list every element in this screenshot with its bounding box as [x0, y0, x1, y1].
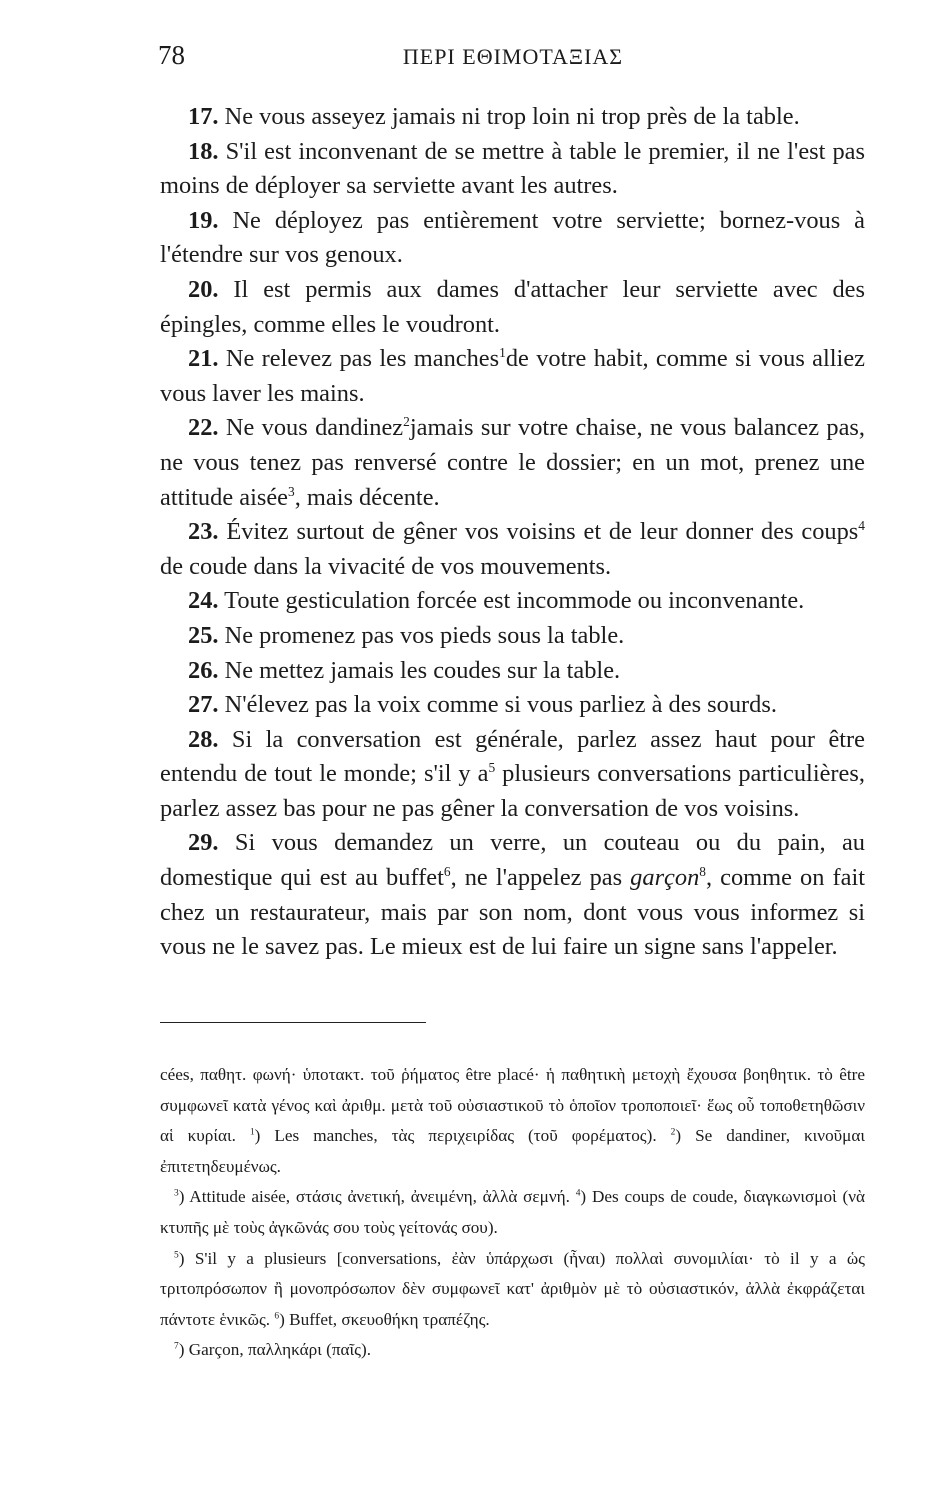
running-title: ΠΕΡΙ ΕΘΙΜΟΤΑΞΙΑΣ: [402, 44, 624, 69]
rule-text: Ne mettez jamais les coudes sur la table.: [224, 656, 621, 684]
rule-emphasis: garçon: [630, 864, 700, 892]
footnote-ref: 1: [499, 345, 506, 361]
rule-text: de votre habit, comme si vous alliez vous laver les mains.: [160, 345, 865, 407]
rule-text: plusieurs conversations particulières, parlez assez bas pour ne pas gêner la conversation de vos voisins.: [160, 760, 865, 822]
rule-17: [160, 100, 865, 135]
footnote-text: cées, παθητ. φωνή· ὑποτακτ. τοῦ ῥήματος être placé· ἡ παθητικὴ μετοχὴ ἔχουσα βοηθητικ. τὸ être συμφωνεῖ κατὰ γένος καὶ ἀριθμ. μετὰ τοῦ οὐσιαστικοῦ τὸ ὁποῖον τροποποιεῖ· ἕως οὗ τοποθετηθῶσιν αἱ κυρίαι.: [160, 1065, 865, 1146]
rule-text: , mais décente.: [294, 483, 440, 511]
footnote-text: Se dandiner, κινοῦμαι ἐπιτετηδευμένως.: [160, 1126, 866, 1176]
rule-number: 21.: [188, 345, 219, 373]
footnote-marker: 6: [274, 1311, 280, 1322]
rule-number: 24.: [188, 587, 219, 615]
rule-text: Toute gesticulation forcée est incommode ou inconvenante.: [224, 587, 805, 615]
page-header: [158, 40, 868, 80]
rule-20: [160, 273, 865, 342]
rule-number: 29.: [188, 829, 219, 857]
footnote-ref: 3: [288, 483, 295, 499]
page-number: 78: [158, 40, 185, 70]
rule-number: 20.: [188, 275, 219, 303]
rule-number: 19.: [188, 206, 219, 234]
rule-number: 22.: [188, 414, 219, 442]
rule-text: Ne vous dandinez: [225, 414, 404, 442]
footnote-text: Buffet, σκευοθήκη τραπέζης.: [289, 1309, 490, 1329]
rule-text: Il est permis aux dames d'attacher leur serviette avec des épingles, comme elles le voudront.: [160, 275, 865, 338]
footnote-7: $^7$) Garçon, παλληκάρι (παῖς).: [174, 1340, 371, 1360]
rule-25: [160, 619, 865, 654]
footnotes: [160, 1060, 865, 1366]
footnote-marker: 2: [670, 1127, 676, 1138]
rule-number: 18.: [188, 137, 219, 165]
footnote-marker: 4: [575, 1188, 581, 1199]
rule-text: Ne vous asseyez jamais ni trop loin ni trop près de la table.: [224, 103, 800, 130]
rule-text: Ne déployez pas entièrement votre serviette; bornez-vous à l'étendre sur vos genoux.: [160, 206, 865, 269]
rule-text: S'il est inconvenant de se mettre à table le premier, il ne l'est pas moins de déployer sa serviette avant les autres.: [160, 137, 865, 200]
footnote-marker: 3: [174, 1188, 179, 1199]
footnote-text: Garçon, παλληκάρι (παῖς).: [188, 1340, 371, 1360]
rule-number: 27.: [188, 691, 219, 719]
footnote-continuation: cées, παθητ. φωνή· ὑποτακτ. τοῦ ῥήματος être placé· ἡ παθητικὴ μετοχὴ ἔχουσα βοηθητικ. τὸ être συμφωνεῖ κατὰ γένος καὶ ἀριθμ. μετὰ τοῦ οὐσιαστικοῦ τὸ ὁποῖον τροποποιεῖ· ἕως οὗ τοποθετηθῶσιν αἱ κυρίαι. $^1$) Les manches, τὰς περιχειρίδας (τοῦ φορέματος). $^2$) Se dandiner, κινοῦμαι ἐπιτετηδευμένως.: [160, 1065, 866, 1176]
rule-text: , ne l'appelez pas: [450, 864, 631, 892]
rule-number: 23.: [188, 518, 219, 546]
footnote-ref: 5: [488, 760, 496, 776]
rule-27: [160, 688, 865, 723]
footnote-text: Les manches, τὰς περιχειρίδας (τοῦ φορέματος).: [274, 1126, 657, 1146]
rule-text: Si la conversation est générale, parlez assez haut pour être entendu de tout le monde; s'il y a: [160, 725, 865, 788]
footnote-divider: [160, 1022, 426, 1023]
footnote-marker: 7: [174, 1341, 179, 1352]
rule-text: Ne relevez pas les manches: [225, 345, 500, 373]
rule-number: 28.: [188, 725, 219, 753]
footnote-text: S'il y a plusieurs [conversations, ἐὰν ὑπάρχωσι (ἦναι) πολλαὶ συνομιλίαι· τὸ il y a ὡς τριτοπρόσωπον ἢ μονοπρόσωπον δὲν συμφωνεῖ κατ' ἀριθμὸν μὲ τὸ οὐσιαστικόν, ἀλλὰ ἐκφράζεται πάντοτε ἑνικῶς.: [160, 1248, 865, 1329]
rule-number: 25.: [188, 621, 219, 649]
footnote-5-6: $^5$) S'il y a plusieurs [conversations, ἐὰν ὑπάρχωσι (ἦναι) πολλαὶ συνομιλίαι· τὸ il y a ὡς τριτοπρόσωπον ἢ μονοπρόσωπον δὲν συμφωνεῖ κατ' ἀριθμὸν μὲ τὸ οὐσιαστικόν, ἀλλὰ ἐκφράζεται πάντοτε ἑνικῶς. $^6$) Buffet, σκευοθήκη τραπέζης.: [160, 1248, 865, 1329]
rule-number: 26.: [188, 656, 219, 684]
rule-26: [160, 654, 865, 689]
rule-29: [160, 826, 865, 964]
rule-text: Ne promenez pas vos pieds sous la table.: [224, 621, 625, 649]
footnote-ref: 6: [443, 863, 451, 879]
footnote-marker: 1: [249, 1127, 255, 1138]
footnote-ref: 4: [858, 518, 865, 533]
rule-22: [160, 411, 865, 515]
footnote-marker: 5: [174, 1249, 179, 1260]
main-text: [160, 100, 865, 965]
footnote-ref: 8: [699, 863, 706, 879]
footnote-text: Des coups de coude, διαγκωνισμοὶ (νὰ κτυπῆς μὲ τοὺς ἀγκῶνάς σου τοὺς γείτονάς σου).: [160, 1187, 866, 1237]
footnote-ref: 2: [403, 414, 410, 430]
rule-23: [160, 515, 865, 584]
rule-text: Évitez surtout de gêner vos voisins et de leur donner des coups: [226, 518, 859, 546]
footnote-3-4: $^3$) Attitude aisée, στάσις ἀνετική, ἀνειμένη, ἀλλὰ σεμνή. $^4$) Des coups de coude, διαγκωνισμοὶ (νὰ κτυπῆς μὲ τοὺς ἀγκῶνάς σου τοὺς γείτονάς σου).: [160, 1187, 866, 1237]
rule-text: jamais sur votre chaise, ne vous balancez pas, ne vous tenez pas renversé contre le dossier; en un mot, prenez une attitude aisée: [160, 414, 865, 511]
footnote-text: Attitude aisée, στάσις ἀνετική, ἀνειμένη, ἀλλὰ σεμνή.: [189, 1187, 570, 1207]
rule-21: [160, 342, 865, 411]
rule-text: , comme on fait chez un restaurateur, mais par son nom, dont vous vous informez si vous ne le savez pas. Le mieux est de lui faire un signe sans l'appeler.: [160, 864, 866, 961]
rule-number: 17.: [188, 103, 219, 130]
rule-19: [160, 204, 865, 273]
rule-24: [160, 584, 865, 619]
rule-18: [160, 135, 865, 204]
rule-text: N'élevez pas la voix comme si vous parliez à des sourds.: [224, 691, 777, 719]
rule-text: de coude dans la vivacité de vos mouvements.: [160, 552, 612, 580]
rule-text: Si vous demandez un verre, un couteau ou du pain, au domestique qui est au buffet: [160, 829, 865, 892]
rule-28: [160, 723, 865, 827]
